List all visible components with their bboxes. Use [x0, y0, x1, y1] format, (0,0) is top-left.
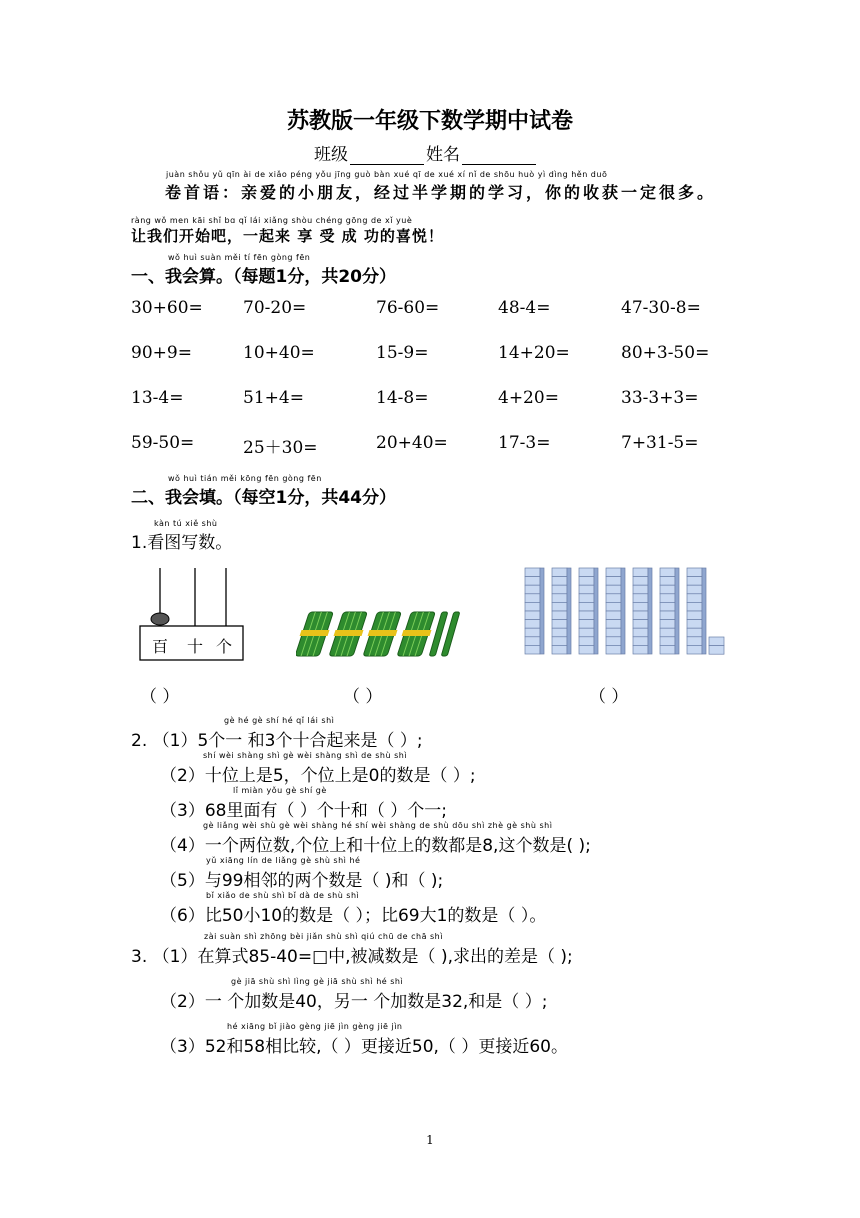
q1-answer-blank[interactable]: （ ）: [140, 687, 180, 707]
student-info-line: [314, 140, 538, 165]
section2-pinyin: wǒ huì tián měi kōng fēn gòng fēn: [168, 474, 322, 483]
stick-bundle: [296, 612, 335, 656]
abacus-label-ones: 个: [216, 637, 233, 656]
ten-cube-column: [552, 568, 571, 654]
q3-3-text: （3）52和58相比较,（ ）更接近50,（ ）更接近60。: [160, 1037, 568, 1057]
ten-cube-column: [606, 568, 625, 654]
q2-3-pinyin: lǐ miàn yǒu gè shí gè: [233, 786, 327, 795]
q2-1-pinyin: gè hé gè shí hé qǐ lái shì: [224, 716, 335, 725]
calc-item: 15-9=: [376, 343, 429, 363]
calc-item: 30+60=: [131, 298, 203, 318]
q2-6-text: （6）比50小10的数是（ ）；比69大1的数是（ ）。: [160, 906, 547, 926]
abacus-label-hundreds: 百: [152, 637, 169, 656]
stick-bundles-figure: [296, 608, 466, 660]
calc-item: 10+40=: [243, 343, 315, 363]
ten-cube-column: [687, 568, 706, 654]
q3-2-pinyin: gè jiā shù shì lìng gè jiā shù shì hé shì: [231, 977, 404, 986]
q1-answer-blank[interactable]: （ ）: [343, 687, 383, 707]
stick-bundle: [327, 612, 369, 656]
calc-item: 17-3=: [498, 433, 551, 453]
q2-1-text: 2. （1）5个一 和3个十合起来是（ ）;: [131, 731, 423, 751]
ones-cube: [709, 637, 724, 654]
section2-heading: 二、我会填。（每空1分，共44分）: [131, 488, 396, 508]
calc-item: 47-30-8=: [621, 298, 701, 318]
intro-line-2: 让我们开始吧，一起来 享 受 成 功的喜悦！: [131, 227, 444, 245]
calc-item: 14-8=: [376, 388, 429, 408]
calc-item: 90+9=: [131, 343, 192, 363]
q2-3-text: （3）68里面有（ ）个十和（ ）个一;: [160, 801, 447, 821]
name-label: 姓名: [426, 145, 460, 165]
calc-item: 14+20=: [498, 343, 570, 363]
q2-6-pinyin: bǐ xiǎo de shù shì bǐ dà de shù shì: [206, 891, 360, 900]
calc-item: 20+40=: [376, 433, 448, 453]
intro-pinyin-1: juàn shǒu yǔ qīn ài de xiǎo péng yǒu jīng guò bàn xué qī de xué xí nǐ de shōu huò yì dìng hěn duō: [166, 170, 608, 179]
calc-item: 70-20=: [243, 298, 307, 318]
q2-4-text: （4）一个两位数,个位上和十位上的数都是8,这个数是( );: [160, 836, 591, 856]
calc-item: 13-4=: [131, 388, 184, 408]
calc-item: 51+4=: [243, 388, 304, 408]
q3-1-pinyin: zài suàn shì zhōng bèi jiǎn shù shì qiú chū de chā shì: [204, 932, 443, 941]
calc-item: 59-50=: [131, 433, 195, 453]
q3-3-pinyin: hé xiāng bǐ jiào gèng jiē jìn gèng jiē jìn: [227, 1022, 403, 1031]
calc-item: 76-60=: [376, 298, 440, 318]
q2-5-text: （5）与99相邻的两个数是（ )和（ );: [160, 871, 444, 891]
ten-cube-column: [579, 568, 598, 654]
name-blank[interactable]: [462, 148, 536, 165]
calc-item: 7+31-5=: [621, 433, 699, 453]
stick-bundle: [361, 612, 403, 656]
q3-1-text: 3. （1）在算式85-40=□中,被减数是（ ),求出的差是（ );: [131, 947, 573, 967]
q2-4-pinyin: gè liǎng wèi shù gè wèi shàng hé shí wèi shàng de shù dōu shì zhè gè shù shì: [203, 821, 553, 830]
abacus-bead: [151, 613, 169, 625]
q2-5-pinyin: yǔ xiāng lín de liǎng gè shù shì hé: [206, 856, 361, 865]
calc-item: 80+3-50=: [621, 343, 710, 363]
q2-2-pinyin: shí wèi shàng shì gè wèi shàng shì de shù shì: [203, 751, 408, 760]
ten-cube-column: [633, 568, 652, 654]
intro-pinyin-2: ràng wǒ men kāi shǐ bɑ qǐ lái xiǎng shòu chéng gōng de xǐ yuè: [131, 216, 413, 225]
q2-2-text: （2）十位上是5，个位上是0的数是（ ）;: [160, 766, 476, 786]
q1-answer-blank[interactable]: （ ）: [589, 687, 629, 707]
q3-2-text: （2）一 个加数是40，另一 个加数是32,和是（ ）;: [160, 992, 548, 1012]
calc-item: 33-3+3=: [621, 388, 699, 408]
section1-heading: 一、我会算。（每题1分，共20分）: [131, 267, 396, 287]
ten-cube-column: [525, 568, 544, 654]
page-title: 苏教版一年级下数学期中试卷: [286, 109, 573, 134]
q1-pinyin: kàn tú xiě shù: [154, 519, 218, 528]
cube-columns-figure: [521, 564, 731, 660]
page-number: 1: [426, 1133, 434, 1147]
calc-item: 25＋30=: [243, 438, 318, 458]
ten-cube-column: [660, 568, 679, 654]
class-blank[interactable]: [350, 148, 424, 165]
abacus-label-tens: 十: [187, 637, 204, 656]
section1-pinyin: wǒ huì suàn měi tí fēn gòng fēn: [168, 253, 311, 262]
class-label: 班级: [314, 145, 348, 165]
calc-item: 48-4=: [498, 298, 551, 318]
q1-text: 1.看图写数。: [131, 533, 233, 553]
intro-line-1: 卷首语：亲爱的小朋友，经过半学期的学习，你的收获一定很多。: [165, 183, 717, 202]
calc-item: 4+20=: [498, 388, 559, 408]
